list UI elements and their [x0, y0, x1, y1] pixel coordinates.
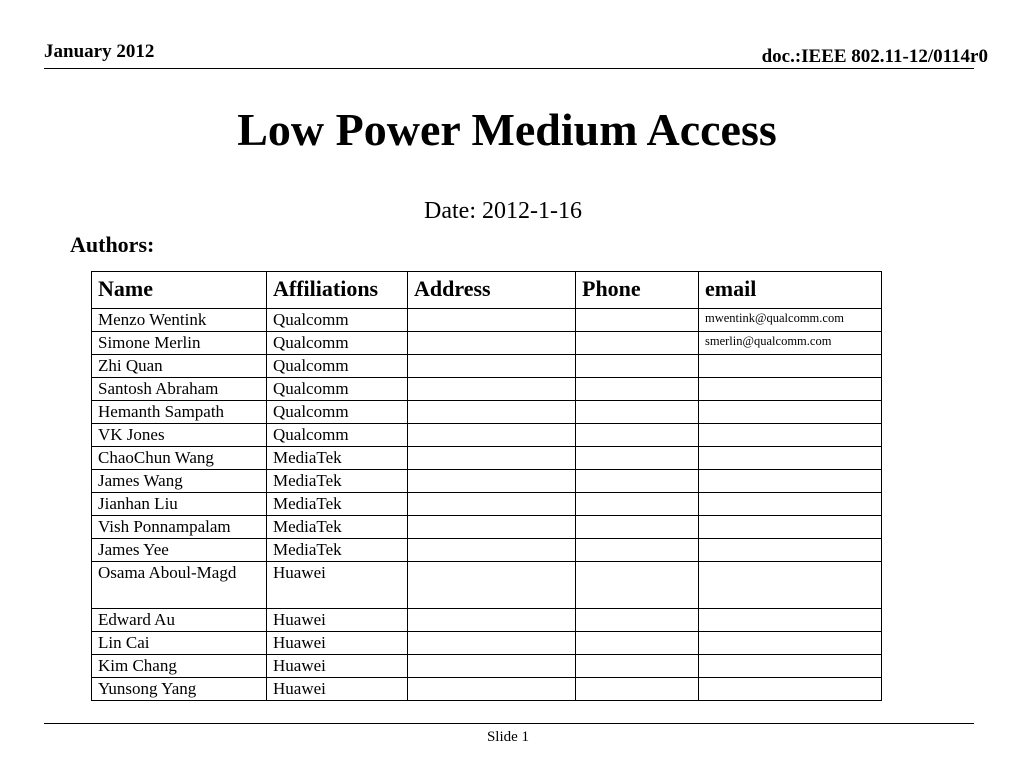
table-row [92, 493, 882, 516]
cell-email [699, 562, 882, 609]
cell-address [408, 632, 576, 655]
cell-name: VK Jones [92, 424, 267, 447]
cell-phone [576, 516, 699, 539]
cell-phone [576, 470, 699, 493]
cell-affiliation: MediaTek [267, 493, 408, 516]
cell-address [408, 539, 576, 562]
cell-address [408, 678, 576, 701]
cell-name: Hemanth Sampath [92, 401, 267, 424]
cell-address [408, 562, 576, 609]
cell-name: Santosh Abraham [92, 378, 267, 401]
cell-email [699, 539, 882, 562]
cell-phone [576, 493, 699, 516]
header-date: January 2012 [44, 41, 155, 62]
cell-name: James Wang [92, 470, 267, 493]
footer-divider [44, 723, 974, 724]
cell-address [408, 493, 576, 516]
cell-affiliation: MediaTek [267, 447, 408, 470]
cell-phone [576, 355, 699, 378]
cell-phone [576, 539, 699, 562]
cell-phone [576, 447, 699, 470]
cell-phone [576, 309, 699, 332]
cell-affiliation: Huawei [267, 678, 408, 701]
column-header-phone: Phone [576, 272, 699, 309]
table-row [92, 562, 882, 609]
cell-affiliation: MediaTek [267, 539, 408, 562]
authors-table-body [92, 309, 882, 701]
table-row [92, 632, 882, 655]
table-row [92, 378, 882, 401]
cell-email [699, 655, 882, 678]
cell-email [699, 632, 882, 655]
cell-name: ChaoChun Wang [92, 447, 267, 470]
slide-title: Low Power Medium Access [237, 104, 777, 155]
cell-name: James Yee [92, 539, 267, 562]
table-row [92, 539, 882, 562]
cell-affiliation: Huawei [267, 655, 408, 678]
cell-name: Simone Merlin [92, 332, 267, 355]
cell-name: Lin Cai [92, 632, 267, 655]
cell-name: Vish Ponnampalam [92, 516, 267, 539]
cell-phone [576, 655, 699, 678]
cell-email [699, 401, 882, 424]
column-header-name: Name [92, 272, 267, 309]
header-doc-id: doc.:IEEE 802.11-12/0114r0 [761, 46, 988, 67]
header-divider [44, 68, 974, 69]
cell-phone [576, 424, 699, 447]
cell-email: mwentink@qualcomm.com [699, 309, 882, 332]
cell-affiliation: Qualcomm [267, 424, 408, 447]
table-row [92, 355, 882, 378]
cell-email [699, 355, 882, 378]
cell-affiliation: Huawei [267, 562, 408, 609]
cell-address [408, 309, 576, 332]
cell-phone [576, 378, 699, 401]
table-row [92, 332, 882, 355]
cell-address [408, 332, 576, 355]
cell-email [699, 609, 882, 632]
cell-name: Osama Aboul-Magd [92, 562, 267, 609]
cell-address [408, 355, 576, 378]
cell-affiliation: Qualcomm [267, 401, 408, 424]
cell-affiliation: Qualcomm [267, 332, 408, 355]
table-row [92, 447, 882, 470]
cell-affiliation: Qualcomm [267, 355, 408, 378]
cell-phone [576, 632, 699, 655]
cell-affiliation: Huawei [267, 609, 408, 632]
cell-address [408, 470, 576, 493]
cell-address [408, 424, 576, 447]
cell-address [408, 516, 576, 539]
cell-affiliation: MediaTek [267, 516, 408, 539]
cell-name: Zhi Quan [92, 355, 267, 378]
cell-affiliation: MediaTek [267, 470, 408, 493]
table-row [92, 309, 882, 332]
table-row [92, 516, 882, 539]
column-header-email: email [699, 272, 882, 309]
cell-email [699, 470, 882, 493]
cell-name: Yunsong Yang [92, 678, 267, 701]
cell-name: Kim Chang [92, 655, 267, 678]
cell-address [408, 401, 576, 424]
cell-phone [576, 401, 699, 424]
column-header-affiliations: Affiliations [267, 272, 408, 309]
authors-table [91, 271, 882, 701]
table-row [92, 401, 882, 424]
cell-address [408, 378, 576, 401]
cell-email [699, 516, 882, 539]
cell-email [699, 493, 882, 516]
cell-affiliation: Qualcomm [267, 309, 408, 332]
cell-address [408, 447, 576, 470]
cell-phone [576, 678, 699, 701]
cell-email [699, 678, 882, 701]
table-header-row [92, 272, 882, 309]
table-row [92, 678, 882, 701]
cell-address [408, 609, 576, 632]
column-header-address: Address [408, 272, 576, 309]
cell-email [699, 447, 882, 470]
table-row [92, 424, 882, 447]
cell-affiliation: Qualcomm [267, 378, 408, 401]
cell-phone [576, 562, 699, 609]
cell-email [699, 424, 882, 447]
authors-heading: Authors: [70, 232, 155, 257]
date-line: Date: 2012-1-16 [424, 198, 582, 224]
cell-phone [576, 332, 699, 355]
cell-email [699, 378, 882, 401]
cell-email: smerlin@qualcomm.com [699, 332, 882, 355]
cell-affiliation: Huawei [267, 632, 408, 655]
table-row [92, 470, 882, 493]
table-row [92, 609, 882, 632]
cell-name: Jianhan Liu [92, 493, 267, 516]
cell-phone [576, 609, 699, 632]
cell-name: Menzo Wentink [92, 309, 267, 332]
cell-address [408, 655, 576, 678]
cell-name: Edward Au [92, 609, 267, 632]
slide-number: Slide 1 [486, 729, 530, 745]
table-row [92, 655, 882, 678]
